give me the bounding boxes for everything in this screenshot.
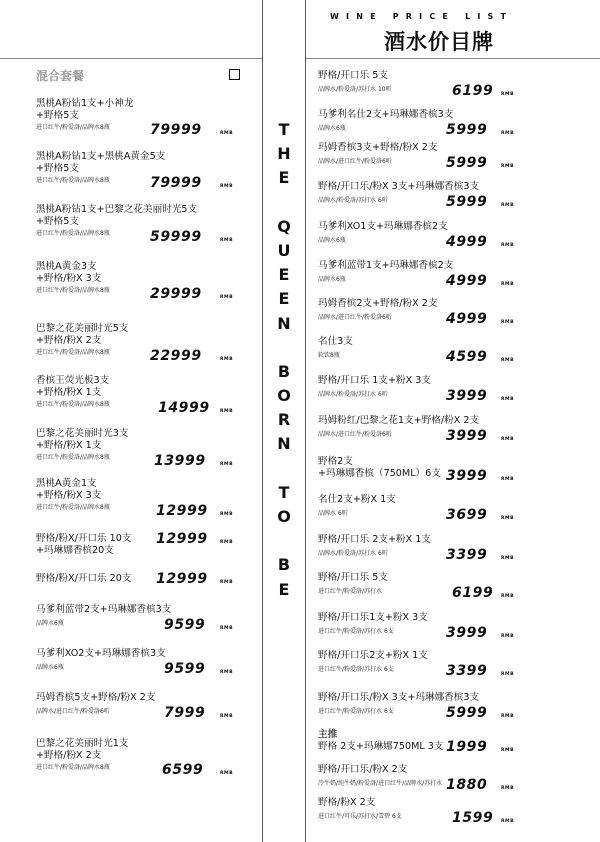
item-price: 5999	[446, 155, 488, 171]
list-item	[36, 478, 110, 513]
item-price: 12999	[156, 531, 208, 547]
price-unit: RMB	[220, 184, 234, 189]
item-price: 79999	[150, 175, 202, 191]
slogan-letter: H	[277, 144, 291, 164]
item-price: 3999	[446, 428, 488, 444]
slogan-letter: B	[277, 361, 291, 381]
list-item	[36, 738, 128, 773]
item-sub: 品牌水6瓶	[36, 620, 64, 628]
item-sub: 软饮8瓶	[318, 352, 340, 360]
item-line: 名仕3支	[318, 336, 353, 347]
price-unit: RMB	[220, 512, 234, 517]
item-price: 79999	[150, 122, 202, 138]
slogan-letter: E	[278, 265, 290, 285]
item-line: 野格/开口乐 2支+粉X 1支	[318, 534, 431, 545]
slogan-letter: E	[278, 289, 290, 309]
list-item	[318, 142, 437, 167]
item-line: 黑桃A粉钻1支+黑桃A黄金5支	[36, 151, 166, 162]
item-line: 野格/开口乐 5支	[318, 572, 388, 583]
item-line: +野格/粉X 1支	[36, 387, 102, 399]
item-sub: 进口红牛/粉爱洛/苏打水	[318, 588, 383, 596]
slogan-letter	[274, 457, 294, 481]
item-price: 9599	[164, 661, 206, 677]
price-unit: RMB	[501, 748, 515, 753]
list-item	[36, 323, 128, 358]
list-item	[36, 533, 131, 558]
item-price: 6599	[162, 762, 204, 778]
list-item	[318, 741, 443, 753]
price-unit: RMB	[501, 164, 515, 169]
list-item	[318, 260, 453, 285]
right-divider	[305, 0, 306, 842]
item-line: 巴黎之花美丽时光3支	[36, 428, 129, 439]
item-sub: 品牌水/进口红牛/粉爱洛6听	[318, 431, 392, 439]
item-line: 玛姆香槟2支+野格/粉X 2支	[318, 298, 438, 309]
list-item	[318, 764, 442, 789]
item-price: 5999	[446, 705, 488, 721]
item-price: 1999	[446, 739, 488, 755]
item-sub: 品牌水6瓶	[36, 664, 64, 672]
item-sub: 进口红牛/粉爱洛/品牌水8瓶	[36, 763, 110, 771]
left-divider	[262, 0, 263, 842]
item-line: 名仕2支+粉X 1支	[318, 494, 396, 505]
item-line: +玛琳娜香槟（750ML）6支	[318, 468, 441, 480]
price-unit: RMB	[501, 594, 515, 599]
list-item	[318, 494, 396, 519]
item-price: 3999	[446, 468, 488, 484]
item-price: 5999	[446, 194, 488, 210]
list-item	[318, 650, 428, 675]
item-price: 3399	[446, 547, 488, 563]
item-price: 9599	[164, 617, 206, 633]
item-price: 12999	[156, 571, 208, 587]
slogan-letter: O	[277, 386, 291, 406]
price-unit: RMB	[220, 580, 234, 585]
item-line: 野格/粉X 2支	[318, 797, 376, 808]
list-item	[36, 261, 110, 296]
top-left-rule	[0, 58, 262, 59]
list-item	[36, 151, 165, 186]
item-line: 野格/开口乐 5支	[318, 70, 388, 81]
price-unit: RMB	[501, 634, 515, 639]
list-item	[36, 573, 131, 585]
slogan-letter: N	[277, 313, 291, 333]
price-unit: RMB	[501, 437, 515, 442]
item-line: 香槟王荧光板3支	[36, 375, 110, 386]
item-line: +玛琳娜香槟20支	[36, 545, 114, 557]
item-price: 4999	[446, 234, 488, 250]
item-sub: 进口红牛/粉爱洛/品牌水8瓶	[36, 348, 110, 356]
item-sub: 品牌水/粉爱洛/苏打水 6听	[318, 197, 388, 205]
list-item	[318, 572, 388, 597]
page-title: 酒水价目牌	[384, 30, 494, 54]
item-line: 玛姆香槟5支+野格/粉X 2支	[36, 692, 156, 703]
price-unit: RMB	[501, 358, 515, 363]
item-line: 马爹利蓝带1支+玛琳娜香槟2支	[318, 260, 454, 271]
price-unit: RMB	[501, 397, 515, 402]
list-item	[318, 70, 392, 95]
price-unit: RMB	[501, 516, 515, 521]
price-unit: RMB	[501, 203, 515, 208]
item-price: 29999	[150, 286, 202, 302]
price-unit: RMB	[501, 556, 515, 561]
section-title-featured: 主推	[318, 729, 338, 740]
list-item	[318, 221, 448, 246]
item-line: 野格/开口乐/粉X 3支+玛琳娜香槟3支	[318, 692, 480, 703]
item-sub: 进口红牛/粉爱洛/苏打水 6支	[318, 708, 394, 716]
item-line: 野格/开口乐/粉X 3支+玛琳娜香槟3支	[318, 181, 480, 192]
item-line: 野格/开口乐2支+粉X 1支	[318, 650, 428, 661]
list-item	[318, 612, 428, 637]
slogan-letter: O	[277, 507, 291, 526]
price-unit: RMB	[501, 819, 515, 824]
item-price: 13999	[154, 453, 206, 469]
price-unit: RMB	[220, 462, 234, 467]
slogan-letter: E	[278, 579, 290, 599]
item-price: 1599	[452, 810, 494, 826]
price-unit: RMB	[220, 238, 234, 243]
price-unit: RMB	[220, 131, 234, 136]
vertical-slogan	[274, 118, 294, 602]
item-line: +野格/粉X 3支	[36, 490, 102, 502]
slogan-letter: B	[277, 555, 291, 575]
price-unit: RMB	[501, 243, 515, 248]
wine-price-list-subtitle: WINE PRICE LIST	[330, 12, 514, 21]
price-unit: RMB	[220, 409, 234, 414]
price-unit: RMB	[220, 670, 234, 675]
item-line: +野格5支	[36, 110, 79, 122]
item-price: 7999	[164, 705, 206, 721]
price-unit: RMB	[501, 786, 515, 791]
item-line: +野格/粉X 2支	[36, 335, 102, 347]
item-price: 4999	[446, 311, 488, 327]
price-unit: RMB	[220, 771, 234, 776]
price-unit: RMB	[501, 320, 515, 325]
price-unit: RMB	[220, 626, 234, 631]
item-line: 野格/开口乐 1支+粉X 3支	[318, 375, 431, 386]
item-line: 野格/开口乐1支+粉X 3支	[318, 612, 428, 623]
item-line: 野格2支	[318, 456, 353, 467]
item-price: 22999	[150, 348, 202, 364]
item-price: 1880	[446, 777, 488, 793]
item-price: 4599	[446, 349, 488, 365]
item-price: 3999	[446, 388, 488, 404]
list-item	[36, 375, 110, 410]
item-sub: 品牌水6瓶	[318, 125, 346, 133]
price-unit: RMB	[220, 540, 234, 545]
item-line: 马爹利XO1支+玛琳娜香槟2支	[318, 221, 448, 232]
item-sub: 品牌水/进口红牛/粉爱洛6听	[318, 314, 392, 322]
list-item	[318, 375, 431, 400]
list-item	[318, 336, 353, 361]
item-price: 12999	[156, 503, 208, 519]
item-sub: 进口红牛/粉爱洛/品牌水8瓶	[36, 176, 110, 184]
item-price: 3699	[446, 507, 488, 523]
item-sub: 进口红牛/粉爱洛/品牌水8瓶	[36, 229, 110, 237]
slogan-letter	[274, 191, 294, 215]
item-sub: 品牌水6瓶	[318, 276, 346, 284]
item-sub: 进口红牛/粉爱洛/品牌水8瓶	[36, 286, 110, 294]
slogan-letter: T	[278, 120, 290, 139]
item-line: +野格/粉X 3支	[36, 273, 102, 285]
price-unit: RMB	[220, 295, 234, 300]
item-sub: 进口红牛/粉爱洛/品牌水8瓶	[36, 503, 110, 511]
item-sub: 品牌水/进口红牛/粉爱洛6听	[36, 708, 110, 716]
item-line: 马爹利蓝带2支+玛琳娜香槟3支	[36, 604, 172, 615]
list-item	[36, 648, 166, 673]
item-price: 14999	[158, 400, 210, 416]
list-item	[36, 604, 171, 629]
price-unit: RMB	[501, 282, 515, 287]
list-item	[318, 298, 437, 323]
slogan-letter: Q	[277, 216, 291, 236]
price-unit: RMB	[501, 672, 515, 677]
item-sub: 冷牛奶/纯牛奶/粉爱洛/进口红牛/品牌水/苏打水	[318, 780, 443, 788]
item-price: 59999	[150, 229, 202, 245]
item-sub: 进口红牛/粉爱洛/品牌水8瓶	[36, 123, 110, 131]
list-item	[36, 428, 128, 463]
slogan-letter	[274, 529, 294, 553]
slogan-letter: N	[277, 434, 291, 454]
item-line: 黑桃A黄金1支	[36, 478, 97, 489]
item-price: 6199	[452, 83, 494, 99]
item-line: 巴黎之花美丽时光1支	[36, 738, 129, 749]
price-unit: RMB	[220, 357, 234, 362]
item-sub: 品牌水/粉爱洛/苏打水 6听	[318, 550, 388, 558]
price-unit: RMB	[501, 131, 515, 136]
item-line: +野格/粉X 2支	[36, 750, 102, 762]
price-unit: RMB	[501, 92, 515, 97]
slogan-letter: U	[277, 240, 291, 260]
item-line: 巴黎之花美丽时光5支	[36, 323, 129, 334]
checkbox-icon[interactable]	[229, 69, 240, 80]
item-line: 野格/粉X/开口乐 10支	[36, 533, 132, 544]
item-price: 5999	[446, 122, 488, 138]
price-unit: RMB	[501, 714, 515, 719]
item-price: 3999	[446, 625, 488, 641]
list-item	[318, 534, 431, 559]
item-price: 4999	[446, 273, 488, 289]
item-line: 黑桃A粉钻1支+巴黎之花美丽时光5支	[36, 204, 198, 215]
item-line: +野格5支	[36, 216, 79, 228]
item-line: 玛姆粉红/巴黎之花1支+野格/粉X 2支	[318, 415, 480, 426]
top-right-rule	[305, 58, 600, 59]
item-line: 黑桃A黄金3支	[36, 261, 97, 272]
list-item	[318, 797, 402, 822]
item-sub: 品牌水/粉爱洛/苏打水 6听	[318, 391, 388, 399]
item-line: 马爹利XO2支+玛琳娜香槟3支	[36, 648, 166, 659]
item-line: +野格/粉X 1支	[36, 440, 102, 452]
item-line: 野格 2支+玛琳娜750ML 3支	[318, 741, 444, 752]
slogan-letter: E	[278, 168, 290, 188]
item-line: 玛姆香槟3支+野格/粉X 2支	[318, 142, 438, 153]
list-item	[36, 692, 155, 717]
item-sub: 品牌水/粉爱洛/苏打水 10听	[318, 86, 392, 94]
item-sub: 品牌水 6听	[318, 510, 348, 518]
item-price: 3399	[446, 663, 488, 679]
list-item	[318, 456, 441, 481]
slogan-letter	[274, 336, 294, 360]
item-line: +野格5支	[36, 163, 79, 175]
price-unit: RMB	[501, 477, 515, 482]
item-sub: 进口红牛/粉爱洛/苏打水 6支	[318, 628, 394, 636]
list-item	[318, 109, 453, 134]
price-unit: RMB	[220, 714, 234, 719]
item-sub: 进口红牛/粉爱洛/品牌水8瓶	[36, 400, 110, 408]
item-sub: 品牌水6瓶	[318, 237, 346, 245]
item-line: 野格/开口乐/粉X 2支	[318, 764, 408, 775]
section-title-mixed-sets: 混合套餐	[36, 69, 85, 83]
item-sub: 进口红牛/粉爱洛/品牌水8瓶	[36, 453, 110, 461]
item-sub: 进口红牛/粉爱洛/苏打水 6支	[318, 666, 394, 674]
slogan-letter: T	[278, 482, 290, 502]
slogan-letter: R	[277, 410, 291, 430]
item-line: 马爹利名仕2支+玛琳娜香槟3支	[318, 109, 454, 120]
list-item	[36, 98, 133, 133]
item-price: 6199	[452, 585, 494, 601]
item-sub: 进口红牛/可乐/苏打水/雪碧 6支	[318, 813, 402, 821]
item-line: 黑桃A粉钻1支+小神龙	[36, 98, 134, 109]
item-sub: 品牌水/进口红牛/粉爱洛6听	[318, 158, 392, 166]
item-line: 野格/粉X/开口乐 20支	[36, 573, 132, 584]
